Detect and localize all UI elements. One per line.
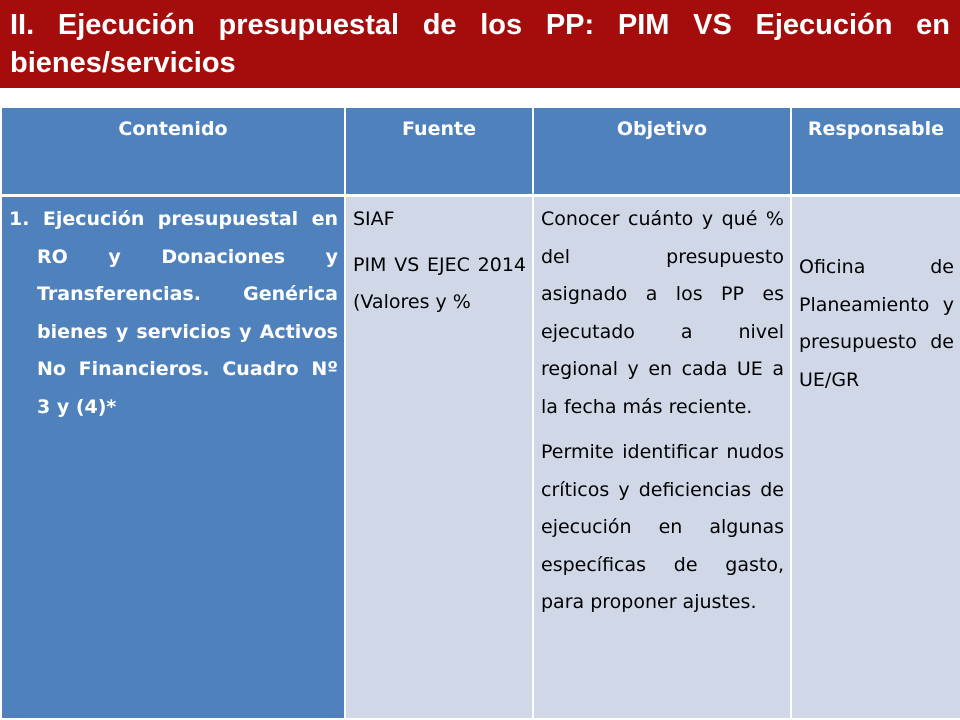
- slide-title: II. Ejecución presupuestal de los PP: PIM VS Ejecución en bienes/servicios: [10, 9, 950, 79]
- header-objetivo: Objetivo: [533, 107, 791, 196]
- objetivo-paragraph-1: Conocer cuánto y qué % del presupuesto asignado a los PP es ejecutado a nivel regional y en cada UE a la fecha más reciente.: [541, 208, 784, 418]
- slide-title-bar: [0, 0, 960, 88]
- fuente-source: SIAF: [353, 208, 395, 230]
- table-header-row: [1, 107, 960, 196]
- fuente-detail: PIM VS EJEC 2014 (Valores y %: [353, 253, 526, 313]
- objetivo-paragraph-2: Permite identificar nudos críticos y deficiencias de ejecución en algunas específicas de gasto, para proponer ajustes.: [541, 441, 784, 613]
- contenido-text: 1. Ejecución presupuestal en RO y Donaciones y Transferencias. Genérica bienes y servicios y Activos No Financieros. Cuadro Nº 3 y (4)*: [9, 208, 338, 418]
- cell-responsable: [791, 196, 960, 720]
- cell-fuente: [345, 196, 533, 720]
- header-responsable: Responsable: [791, 107, 960, 196]
- responsable-text: Oficina de Planeamiento y presupuesto de UE/GR: [799, 256, 954, 391]
- header-fuente: Fuente: [345, 107, 533, 196]
- header-contenido: Contenido: [1, 107, 345, 196]
- table-row: [1, 196, 960, 720]
- content-table: [0, 106, 960, 720]
- cell-contenido: [1, 196, 345, 720]
- cell-objetivo: [533, 196, 791, 720]
